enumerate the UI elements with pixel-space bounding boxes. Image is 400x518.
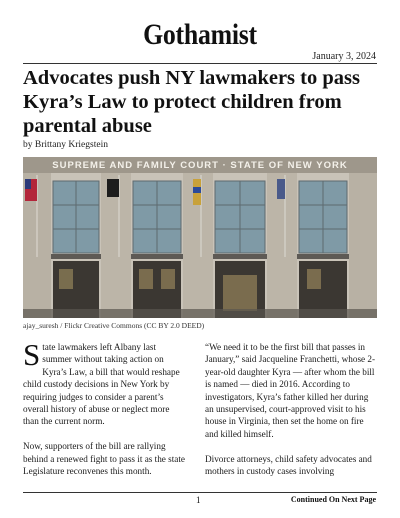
paragraph-2: Now, supporters of the bill are rallying behind a renewed fight to pass it as the state Legislature reconvenes this month.	[23, 441, 186, 477]
article-column-right	[205, 341, 377, 490]
photo-caption: ajay_suresh / Flickr Creative Commons (CC BY 2.0 DEED)	[23, 321, 205, 330]
continued-label: Continued On Next Page	[290, 495, 376, 504]
paragraph-1-text: tate lawmakers left Albany last summer without taking action on Kyra’s Law, a bill that would reshape child custody decisions in New York by requiring judges to consider a parent’s overall history of abuse or neglect more than the current norm.	[23, 342, 180, 427]
facade-inscription: SUPREME AND FAMILY COURT · STATE OF NEW YORK	[52, 160, 348, 171]
publication-date: January 3, 2024	[312, 51, 376, 62]
bottom-divider	[23, 492, 377, 493]
masthead-logo: Gothamist	[143, 18, 257, 51]
article-byline: by Brittany Kriegstein	[23, 140, 108, 150]
courthouse-illustration	[23, 157, 377, 318]
article-headline: Advocates push NY lawmakers to pass Kyra’s Law to protect children from parental abuse	[23, 67, 360, 137]
article-column-left	[23, 337, 187, 490]
paragraph-1	[23, 337, 187, 428]
courthouse-photo	[23, 157, 377, 318]
paragraph-3: “We need it to be the first bill that passes in January,” said Jacqueline Franchetti, whose 2-year-old daughter Kyra — after whom the bill is named — died in 2016. According to investigators, Kyra’s father killed her during an unsupervised, court-approved visit to his house in Virginia, then set the home on fire and killed himself.	[205, 342, 376, 439]
paragraph-4: Divorce attorneys, child safety advocates and mothers in custody cases involving	[205, 453, 372, 477]
top-divider	[23, 63, 377, 64]
drop-cap: S	[23, 337, 41, 372]
page-number: 1	[196, 495, 201, 505]
